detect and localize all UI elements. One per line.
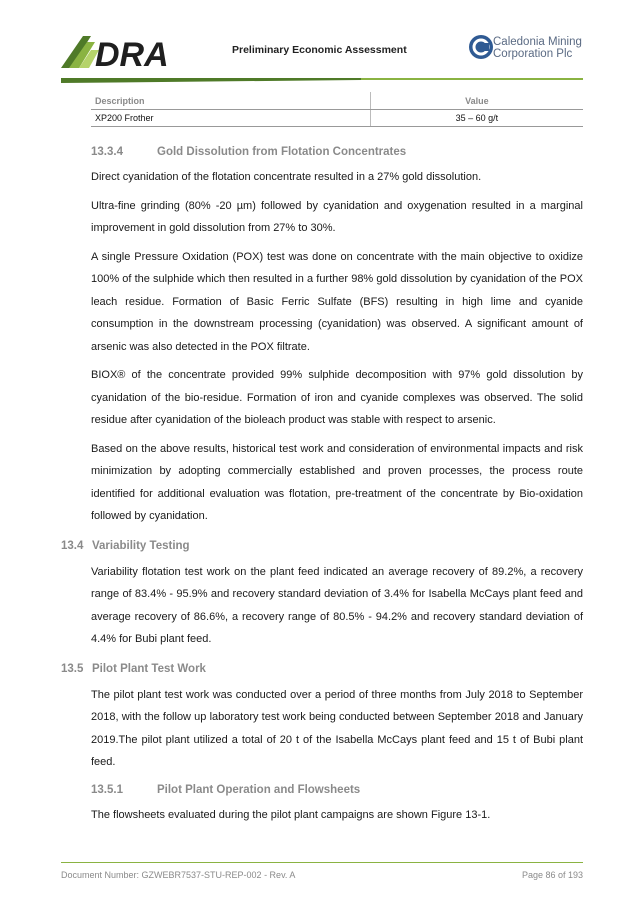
section-heading-13-4	[61, 536, 583, 556]
footer-rule	[61, 862, 583, 863]
dra-logo	[61, 32, 201, 72]
caledonia-logo-line1: Caledonia Mining	[493, 36, 582, 48]
paragraph: Ultra-fine grinding (80% -20 µm) followed by cyanidation and oxygenation resulted in a marginal improvement in gold dissolution from 27% to 30%.	[91, 199, 583, 234]
document-title: Preliminary Economic Assessment	[232, 44, 407, 56]
section-number: 13.3.4	[91, 146, 123, 158]
table-row	[91, 110, 583, 127]
section-number: 13.5.1	[91, 783, 123, 796]
caledonia-logo-icon	[468, 34, 494, 60]
section-title: Pilot Plant Test Work	[92, 662, 206, 675]
table-header-description: Description	[91, 92, 370, 110]
page-header	[0, 0, 644, 90]
paragraph: Variability flotation test work on the plant feed indicated an average recovery of 89.2%, a recovery range of 83.4% - 95.9% and recovery standard deviation of 3.4% for Isabella McCays plant feed and average recovery of 86.6%, a recovery range of 80.5% - 94.2% and recovery standard deviation of 4.4% for Bubi plant feed.	[91, 565, 583, 645]
table-cell-value: 35 – 60 g/t	[370, 110, 583, 127]
paragraph: BIOX® of the concentrate provided 99% sulphide decomposition with 97% gold dissolution by cyanidation of the bio-residue. Formation of iron and cyanide complexes was observed. The solid residue after cyanidation of the bioleach product was stable with respect to arsenic.	[91, 369, 583, 426]
paragraph: The flowsheets evaluated during the pilot plant campaigns are shown Figure 13-1.	[91, 808, 491, 821]
table-header-row	[91, 92, 583, 110]
paragraph: The pilot plant test work was conducted over a period of three months from July 2018 to September 2018, with the follow up laboratory test work being conducted between September 2018 and January 2019.The pilot plant utilized a total of 20 t of the Isabella McCays plant feed and 15 t of Bubi plant feed.	[91, 688, 583, 768]
paragraph: Based on the above results, historical test work and consideration of environmental impacts and risk minimization by adopting commercially established and proven processes, the process route identified for additional evaluation was flotation, pre-treatment of the concentrate by Bio-oxidation followed by cyanidation.	[91, 442, 583, 522]
page-number: Page 86 of 193	[521, 870, 583, 880]
section-title: Gold Dissolution from Flotation Concentrates	[157, 146, 407, 158]
paragraph: A single Pressure Oxidation (POX) test was done on concentrate with the main objective to oxidize 100% of the sulphide which then resulted in a further 98% gold dissolution by cyanidation of the POX leach residue. Formation of Basic Ferric Sulfate (BFS) resulting in high lime and cyanide consumption in the downstream processing (cyanidation) was observed. A significant amount of arsenic was also detected in the POX filtrate.	[91, 250, 583, 353]
section-number: 13.4	[61, 539, 84, 552]
header-rule	[61, 76, 583, 84]
table-cell-description: XP200 Frother	[91, 110, 370, 127]
document-number: Document Number: GZWEBR7537-STU-REP-002 - Rev. A	[61, 870, 296, 880]
section-number: 13.5	[61, 662, 84, 675]
caledonia-logo-line2: Corporation Plc	[493, 48, 573, 60]
section-heading-13-5-1	[91, 780, 583, 800]
table-header-value: Value	[370, 92, 583, 110]
section-title: Variability Testing	[92, 539, 190, 552]
section-heading-13-5	[61, 659, 583, 679]
document-body	[61, 142, 583, 832]
parameters-table	[91, 92, 583, 127]
section-title: Pilot Plant Operation and Flowsheets	[157, 783, 361, 796]
section-heading-13-3-4	[91, 142, 583, 162]
dra-logo-text: DRA	[95, 36, 169, 72]
paragraph: Direct cyanidation of the flotation concentrate resulted in a 27% gold dissolution.	[91, 171, 482, 183]
caledonia-logo-text	[493, 36, 582, 60]
